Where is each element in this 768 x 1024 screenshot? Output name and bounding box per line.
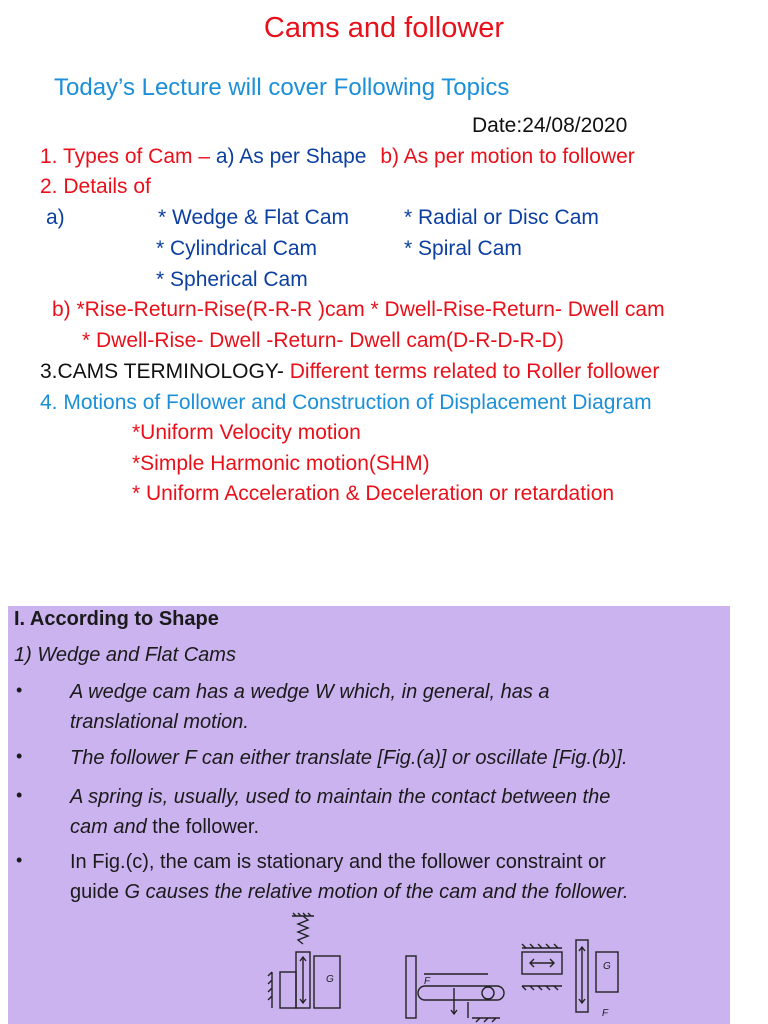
topic-4: 4. Motions of Follower and Construction of Displacement Diagram [40,391,652,414]
motion-uniform-velocity: *Uniform Velocity motion [132,421,361,444]
figure-c-follower-label: F [602,1008,609,1019]
topic-3-heading: 3.CAMS TERMINOLOGY- [40,360,284,383]
bullet-4-line-2 [70,877,628,907]
figure-a-guide-label: G [326,974,334,985]
topic-2: 2. Details of [40,175,151,198]
topic-3 [40,360,659,384]
bullet-4-line-1: In Fig.(c), the cam is stationary and the follower constraint or [70,851,606,873]
bullet-2-icon: • [16,746,23,766]
bullet-1-line-1: A wedge cam has a wedge W which, in general, has a [70,681,550,703]
topic-2-a-label: a) [46,206,65,229]
topic-1-b: b) As per motion to follower [380,145,635,168]
cam-spherical: * Spherical Cam [156,268,308,291]
figure-b-oscillating-follower [406,956,504,1022]
figure-b-follower-label: F [424,976,431,987]
bullet-3-line-1: A spring is, usually, used to maintain the contact between the [70,786,611,808]
lecture-subtitle: Today’s Lecture will cover Following Topics [54,74,510,101]
motion-shm: *Simple Harmonic motion(SHM) [132,452,430,475]
topic-1-number: 1. Types of Cam – [40,145,211,168]
page-title: Cams and follower [263,12,505,44]
cam-spiral: * Spiral Cam [404,237,522,260]
bullet-1-line-2: translational motion. [70,711,249,733]
cam-radial-disc: * Radial or Disc Cam [404,206,599,229]
panel-subheading: 1) Wedge and Flat Cams [14,644,236,666]
topic-2-b-line-1: b) *Rise-Return-Rise(R-R-R )cam * Dwell-Rise-Return- Dwell cam [52,298,665,321]
bullet-4-line-2-plain: guide [70,881,125,903]
bullet-3-line-2-plain: the follower. [146,816,260,838]
bullet-4-line-2-italic: G causes the relative motion of the cam and the follower. [124,881,629,903]
figure-c-stationary-cam [522,940,618,1012]
lecture-date: Date:24/08/2020 [472,114,628,137]
cam-figures [258,912,648,1024]
topic-1-a: a) As per Shape [215,145,367,168]
figure-a-wedge-cam [268,913,340,1008]
bullet-4-icon: • [16,850,23,870]
bullet-1-icon: • [16,680,23,700]
bullet-3-line-2 [70,812,259,842]
motion-uniform-acceleration: * Uniform Acceleration & Deceleration or retardation [132,482,615,505]
shape-panel [8,606,730,1024]
topic-2-b-line-2: * Dwell-Rise- Dwell -Return- Dwell cam(D-R-D-R-D) [82,329,564,352]
bullet-3-icon: • [16,785,23,805]
cam-cylindrical: * Cylindrical Cam [156,237,318,260]
bullet-2-line-1: The follower F can either translate [Fig.(a)] or oscillate [Fig.(b)]. [70,747,628,769]
panel-heading: I. According to Shape [14,608,219,630]
figure-c-guide-label: G [603,961,611,972]
bullet-3-line-2-italic: cam and [70,816,147,838]
cam-wedge-flat: * Wedge & Flat Cam [158,206,350,229]
topic-3-detail: Different terms related to Roller follower [289,360,660,383]
topic-1 [40,145,635,169]
